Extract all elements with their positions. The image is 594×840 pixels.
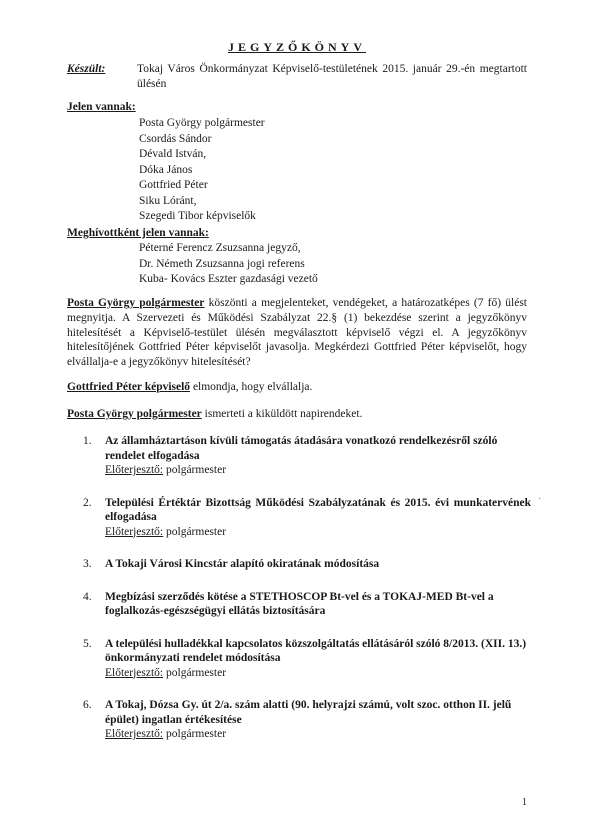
document-title: JEGYZŐKÖNYV <box>227 40 366 54</box>
attendee-name: Szegedi Tibor képviselők <box>139 210 256 222</box>
attendee-name: Siku Lóránt, <box>139 194 197 207</box>
presenter-label: Előterjesztő: <box>105 525 164 538</box>
agenda-number: 4. <box>83 590 92 603</box>
agenda-item <box>83 557 531 572</box>
scan-mark: · <box>538 494 542 505</box>
page-number: 1 <box>522 797 527 808</box>
attendee-name: Dóka János <box>139 163 193 176</box>
presenter-label: Előterjesztő: <box>105 666 164 679</box>
acceptance-paragraph <box>67 380 527 395</box>
agenda-title: A Tokaji Városi Kincstár alapító okiratának módosítása <box>105 558 380 570</box>
presenter-label: Előterjesztő: <box>105 464 164 476</box>
agenda-title: Megbízási szerződés kötése a STETHOSCOP Bt-vel és a TOKAJ-MED Bt-vel a foglalkozás-egészségügyi ellátás biztosítására <box>105 590 494 617</box>
agenda-presenter <box>105 727 531 742</box>
attendee-name: Csordás Sándor <box>139 132 212 145</box>
agenda-item <box>83 637 531 681</box>
agenda-presenter <box>105 666 531 681</box>
meghivott-names <box>139 241 318 288</box>
agenda-presenter <box>105 463 531 478</box>
agenda-title: Települési Értéktár Bizottság Működési Szabályzatának és 2015. évi munkatervének elfogadása <box>105 496 531 523</box>
invitee-name: Kuba- Kovács Eszter gazdasági vezető <box>139 273 318 285</box>
agenda-presenter <box>105 525 531 540</box>
keszult-label: Készült: <box>67 63 106 75</box>
speaker-name: Gottfried Péter képviselő <box>67 381 191 393</box>
jelen-names <box>139 116 265 225</box>
agenda-list <box>83 434 531 760</box>
paragraph-text: ismerteti a kiküldött napirendeket. <box>201 408 363 420</box>
presenter-value: polgármester <box>166 464 227 476</box>
attendee-name: Dévald István, <box>139 148 207 160</box>
presenter-label: Előterjesztő: <box>105 728 164 740</box>
agenda-item <box>83 590 531 619</box>
agenda-item <box>83 698 531 742</box>
meghivott-label: Meghívottként jelen vannak: <box>67 227 209 239</box>
agenda-number: 1. <box>83 435 92 447</box>
opening-paragraph <box>67 296 527 370</box>
invitee-name: Péterné Ferencz Zsuzsanna jegyző, <box>139 242 301 254</box>
agenda-number: 3. <box>83 558 92 570</box>
agenda-title: A települési hulladékkal kapcsolatos közszolgáltatás ellátásáról szóló 8/2013. (XII. 13.) önkormányzati rendelet módosítása <box>105 637 527 664</box>
paragraph-text: köszönti a megjelenteket, vendégeket, a határozatképes (7 fő) ülést megnyitja. A Szervezeti és Működési Szabályzat 22.§ (1) bekezdése szerint a jegyzőkönyv hitelesítését a Képviselő-testület ülésén megválasztott képviselő végzi el. A jegyzőkönyv hitelesítőjének Gottfried Péter képviselőt javasolja. Megkérdezi Gottfried Péter képviselőt, hogy elvállalja-e a jegyzőkönyv hitelesítését? <box>67 297 527 369</box>
attendee-name: Gottfried Péter <box>139 179 208 191</box>
paragraph-text: elmondja, hogy elvállalja. <box>190 381 313 393</box>
agenda-number: 5. <box>83 637 92 650</box>
presenter-value: polgármester <box>166 525 227 538</box>
agenda-item <box>83 496 531 540</box>
jelen-label: Jelen vannak: <box>67 101 136 113</box>
agenda-intro-paragraph <box>67 407 527 422</box>
speaker-name: Posta György polgármester <box>67 408 202 420</box>
presenter-value: polgármester <box>166 666 227 679</box>
invitee-name: Dr. Németh Zsuzsanna jogi referens <box>139 257 305 270</box>
agenda-number: 6. <box>83 699 92 711</box>
agenda-number: 2. <box>83 496 92 509</box>
speaker-name: Posta György polgármester <box>67 297 205 309</box>
agenda-title: A Tokaj, Dózsa Gy. út 2/a. szám alatti (90. helyrajzi számú, volt szoc. otthon II. jelű épület) ingatlan értékesítése <box>105 699 512 726</box>
keszult-text: Tokaj Város Önkormányzat Képviselő-testületének 2015. január 29.-én megtartott ülésén <box>137 63 527 90</box>
agenda-item <box>83 434 531 478</box>
attendee-name: Posta György polgármester <box>139 117 265 129</box>
agenda-title: Az államháztartáson kívüli támogatás átadására vonatkozó rendelkezésről szóló rendelet elfogadása <box>105 435 498 462</box>
presenter-value: polgármester <box>166 728 227 740</box>
